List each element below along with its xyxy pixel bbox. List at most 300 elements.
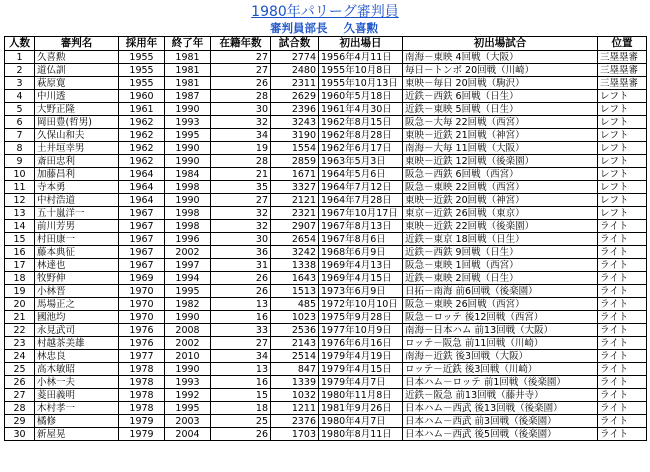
cell-end-year: 1984 <box>165 168 211 181</box>
cell-end-year: 1981 <box>165 64 211 77</box>
cell-debut-game: 東映－近鉄 21回戦（神宮） <box>403 129 598 142</box>
cell-hired-year: 1960 <box>119 90 165 103</box>
cell-years-served: 18 <box>211 402 271 415</box>
cell-debut-date: 1976年6月16日 <box>319 337 403 350</box>
cell-debut-date: 1955年10月13日 <box>319 77 403 90</box>
cell-position: ライト <box>598 415 647 428</box>
cell-debut-game: ロッテ－近鉄 後3回戦（川崎） <box>403 363 598 376</box>
cell-position: レフト <box>598 168 647 181</box>
cell-games: 1211 <box>271 402 319 415</box>
cell-years-served: 26 <box>211 272 271 285</box>
col-header-end-year: 終了年 <box>165 37 211 51</box>
cell-debut-date: 1981年9月26日 <box>319 402 403 415</box>
cell-position: ライト <box>598 337 647 350</box>
cell-umpire-name: 村越茶美雄 <box>35 337 119 350</box>
cell-years-served: 28 <box>211 90 271 103</box>
table-row <box>5 363 647 376</box>
cell-count: 16 <box>5 246 35 259</box>
cell-hired-year: 1964 <box>119 194 165 207</box>
cell-count: 21 <box>5 311 35 324</box>
cell-hired-year: 1979 <box>119 428 165 441</box>
cell-debut-date: 1967年10月17日 <box>319 207 403 220</box>
cell-count: 26 <box>5 376 35 389</box>
cell-hired-year: 1967 <box>119 220 165 233</box>
cell-end-year: 1995 <box>165 129 211 142</box>
cell-umpire-name: 前川芳男 <box>35 220 119 233</box>
cell-hired-year: 1979 <box>119 415 165 428</box>
cell-position: ライト <box>598 285 647 298</box>
cell-count: 4 <box>5 90 35 103</box>
cell-hired-year: 1978 <box>119 389 165 402</box>
cell-end-year: 1993 <box>165 116 211 129</box>
cell-umpire-name: 斎田忠利 <box>35 155 119 168</box>
cell-hired-year: 1978 <box>119 402 165 415</box>
cell-count: 24 <box>5 350 35 363</box>
cell-debut-game: 東映－近鉄 20回戦（神宮） <box>403 194 598 207</box>
cell-count: 17 <box>5 259 35 272</box>
cell-years-served: 19 <box>211 142 271 155</box>
cell-umpire-name: 國池均 <box>35 311 119 324</box>
cell-end-year: 1990 <box>165 311 211 324</box>
cell-debut-date: 1975年9月28日 <box>319 311 403 324</box>
cell-count: 1 <box>5 51 35 64</box>
cell-games: 1513 <box>271 285 319 298</box>
cell-end-year: 1990 <box>165 155 211 168</box>
table-row <box>5 220 647 233</box>
cell-count: 28 <box>5 402 35 415</box>
cell-debut-game: 南海－大毎 11回戦（大阪） <box>403 142 598 155</box>
cell-position: レフト <box>598 155 647 168</box>
cell-debut-game: 阪急－東映 1回戦（西宮） <box>403 259 598 272</box>
cell-debut-date: 1979年4月19日 <box>319 350 403 363</box>
table-row <box>5 155 647 168</box>
cell-end-year: 1990 <box>165 194 211 207</box>
cell-debut-date: 1979年4月15日 <box>319 363 403 376</box>
table-row <box>5 168 647 181</box>
cell-count: 6 <box>5 116 35 129</box>
cell-games: 1671 <box>271 168 319 181</box>
cell-years-served: 21 <box>211 168 271 181</box>
cell-debut-game: 阪急－東映 22回戦（西宮） <box>403 181 598 194</box>
cell-games: 3327 <box>271 181 319 194</box>
cell-umpire-name: 高木敏昭 <box>35 363 119 376</box>
cell-debut-game: 日本ハム－西武 前3回戦（後楽園） <box>403 415 598 428</box>
table-row <box>5 103 647 116</box>
cell-games: 2629 <box>271 90 319 103</box>
subtitle <box>270 21 378 35</box>
cell-count: 15 <box>5 233 35 246</box>
cell-umpire-name: 菱田義明 <box>35 389 119 402</box>
cell-count: 29 <box>5 415 35 428</box>
cell-debut-date: 1968年6月9日 <box>319 246 403 259</box>
cell-games: 2396 <box>271 103 319 116</box>
cell-debut-game: 近鉄－東映 5回戦（日生） <box>403 103 598 116</box>
cell-games: 1643 <box>271 272 319 285</box>
cell-umpire-name: 五十嵐洋一 <box>35 207 119 220</box>
cell-debut-game: 南海－日本ハム 前13回戦（大阪） <box>403 324 598 337</box>
cell-years-served: 26 <box>211 428 271 441</box>
cell-games: 1339 <box>271 376 319 389</box>
cell-hired-year: 1955 <box>119 51 165 64</box>
cell-years-served: 16 <box>211 376 271 389</box>
cell-position: ライト <box>598 402 647 415</box>
cell-years-served: 35 <box>211 181 271 194</box>
cell-debut-date: 1961年4月30日 <box>319 103 403 116</box>
cell-umpire-name: 新屋晃 <box>35 428 119 441</box>
cell-umpire-name: 加藤昌利 <box>35 168 119 181</box>
cell-years-served: 28 <box>211 155 271 168</box>
cell-end-year: 1995 <box>165 402 211 415</box>
cell-count: 12 <box>5 194 35 207</box>
cell-debut-date: 1967年8月13日 <box>319 220 403 233</box>
cell-debut-game: 日拓－南海 前6回戦（後楽園） <box>403 285 598 298</box>
cell-years-served: 26 <box>211 285 271 298</box>
cell-debut-game: 阪急－ロッテ 後12回戦（西宮） <box>403 311 598 324</box>
cell-games: 2514 <box>271 350 319 363</box>
cell-end-year: 1992 <box>165 389 211 402</box>
cell-debut-game: 日本ハム－ロッテ 前1回戦（後楽園） <box>403 376 598 389</box>
table-row <box>5 90 647 103</box>
cell-hired-year: 1976 <box>119 337 165 350</box>
cell-debut-date: 1972年10月10日 <box>319 298 403 311</box>
cell-years-served: 27 <box>211 64 271 77</box>
table-row <box>5 350 647 363</box>
table-row <box>5 116 647 129</box>
cell-debut-game: 近鉄－東京 18回戦（日生） <box>403 233 598 246</box>
cell-count: 20 <box>5 298 35 311</box>
cell-umpire-name: 寺本勇 <box>35 181 119 194</box>
cell-years-served: 13 <box>211 298 271 311</box>
cell-debut-game: 毎日－トンボ 20回戦（川崎） <box>403 64 598 77</box>
cell-position: ライト <box>598 311 647 324</box>
cell-count: 7 <box>5 129 35 142</box>
table-row <box>5 298 647 311</box>
cell-years-served: 15 <box>211 389 271 402</box>
cell-games: 2311 <box>271 77 319 90</box>
table-row <box>5 272 647 285</box>
cell-umpire-name: 永見武司 <box>35 324 119 337</box>
table-row <box>5 129 647 142</box>
cell-games: 3242 <box>271 246 319 259</box>
table-row <box>5 51 647 64</box>
cell-count: 13 <box>5 207 35 220</box>
cell-end-year: 1997 <box>165 259 211 272</box>
cell-games: 485 <box>271 298 319 311</box>
cell-games: 2774 <box>271 51 319 64</box>
cell-games: 2654 <box>271 233 319 246</box>
cell-years-served: 27 <box>211 337 271 350</box>
cell-hired-year: 1962 <box>119 155 165 168</box>
cell-years-served: 34 <box>211 350 271 363</box>
col-header-debut-date: 初出場日 <box>319 37 403 51</box>
cell-position: レフト <box>598 142 647 155</box>
cell-umpire-name: 村田康一 <box>35 233 119 246</box>
cell-debut-game: 東映－近鉄 12回戦（後楽園） <box>403 155 598 168</box>
cell-count: 9 <box>5 155 35 168</box>
table-row <box>5 259 647 272</box>
cell-debut-game: 近鉄－西鉄 6回戦（日生） <box>403 90 598 103</box>
cell-debut-date: 1964年7月28日 <box>319 194 403 207</box>
cell-position: ライト <box>598 376 647 389</box>
col-header-games: 試合数 <box>271 37 319 51</box>
cell-position: ライト <box>598 428 647 441</box>
cell-position: ライト <box>598 389 647 402</box>
cell-debut-game: 近鉄－阪急 前13回戦（藤井寺） <box>403 389 598 402</box>
cell-debut-game: 日本ハム－西武 後5回戦（後楽園） <box>403 428 598 441</box>
cell-debut-game: 阪急－大毎 22回戦（西宮） <box>403 116 598 129</box>
cell-debut-date: 1964年7月12日 <box>319 181 403 194</box>
cell-debut-game: 近鉄－東映 2回戦（日生） <box>403 272 598 285</box>
cell-end-year: 1987 <box>165 90 211 103</box>
cell-hired-year: 1970 <box>119 298 165 311</box>
cell-count: 14 <box>5 220 35 233</box>
cell-end-year: 1990 <box>165 103 211 116</box>
cell-years-served: 30 <box>211 103 271 116</box>
cell-umpire-name: 小林一夫 <box>35 376 119 389</box>
cell-debut-date: 1980年8月11日 <box>319 428 403 441</box>
cell-end-year: 2010 <box>165 350 211 363</box>
table-row <box>5 142 647 155</box>
header-row <box>5 37 647 51</box>
cell-umpire-name: 久保山和夫 <box>35 129 119 142</box>
cell-position: 三塁塁審 <box>598 51 647 64</box>
table-row <box>5 233 647 246</box>
cell-end-year: 2002 <box>165 337 211 350</box>
cell-hired-year: 1967 <box>119 259 165 272</box>
cell-years-served: 32 <box>211 220 271 233</box>
cell-debut-date: 1962年6月17日 <box>319 142 403 155</box>
cell-position: ライト <box>598 246 647 259</box>
cell-position: レフト <box>598 103 647 116</box>
table-row <box>5 181 647 194</box>
table-row <box>5 77 647 90</box>
table-row <box>5 194 647 207</box>
cell-debut-game: 東京－近鉄 26回戦（東京） <box>403 207 598 220</box>
cell-position: ライト <box>598 350 647 363</box>
cell-debut-date: 1980年4月7日 <box>319 415 403 428</box>
cell-debut-date: 1962年8月28日 <box>319 129 403 142</box>
cell-end-year: 1994 <box>165 272 211 285</box>
cell-count: 8 <box>5 142 35 155</box>
cell-position: 三塁塁審 <box>598 64 647 77</box>
cell-umpire-name: 萩原寛 <box>35 77 119 90</box>
cell-umpire-name: 中川透 <box>35 90 119 103</box>
cell-years-served: 27 <box>211 51 271 64</box>
cell-position: ライト <box>598 363 647 376</box>
cell-position: レフト <box>598 116 647 129</box>
cell-umpire-name: 岡田豊(哲男) <box>35 116 119 129</box>
col-header-umpire-name: 審判名 <box>35 37 119 51</box>
cell-position: レフト <box>598 194 647 207</box>
cell-count: 30 <box>5 428 35 441</box>
cell-umpire-name: 橘修 <box>35 415 119 428</box>
cell-position: ライト <box>598 220 647 233</box>
cell-games: 2321 <box>271 207 319 220</box>
cell-count: 5 <box>5 103 35 116</box>
cell-position: レフト <box>598 181 647 194</box>
cell-end-year: 2003 <box>165 415 211 428</box>
cell-umpire-name: 馬場正之 <box>35 298 119 311</box>
cell-years-served: 31 <box>211 259 271 272</box>
cell-years-served: 16 <box>211 311 271 324</box>
cell-umpire-name: 小林晋 <box>35 285 119 298</box>
cell-debut-game: 東映－近鉄 22回戦（後楽園） <box>403 220 598 233</box>
cell-games: 1338 <box>271 259 319 272</box>
cell-position: 三塁塁審 <box>598 77 647 90</box>
cell-end-year: 1998 <box>165 220 211 233</box>
cell-years-served: 26 <box>211 77 271 90</box>
cell-count: 23 <box>5 337 35 350</box>
cell-games: 2480 <box>271 64 319 77</box>
cell-end-year: 1995 <box>165 285 211 298</box>
cell-hired-year: 1970 <box>119 285 165 298</box>
cell-debut-game: 近鉄－西鉄 9回戦（日生） <box>403 246 598 259</box>
cell-games: 1554 <box>271 142 319 155</box>
cell-hired-year: 1977 <box>119 350 165 363</box>
cell-games: 1703 <box>271 428 319 441</box>
cell-hired-year: 1955 <box>119 64 165 77</box>
cell-end-year: 1981 <box>165 51 211 64</box>
cell-years-served: 36 <box>211 246 271 259</box>
col-header-debut-game: 初出場試合 <box>403 37 598 51</box>
cell-debut-date: 1962年8月15日 <box>319 116 403 129</box>
cell-end-year: 1996 <box>165 233 211 246</box>
cell-count: 11 <box>5 181 35 194</box>
cell-hired-year: 1961 <box>119 103 165 116</box>
cell-debut-game: 阪急－西鉄 6回戦（西宮） <box>403 168 598 181</box>
cell-debut-date: 1977年10月9日 <box>319 324 403 337</box>
cell-debut-date: 1963年5月3日 <box>319 155 403 168</box>
cell-hired-year: 1967 <box>119 246 165 259</box>
cell-games: 2907 <box>271 220 319 233</box>
cell-debut-date: 1969年4月13日 <box>319 259 403 272</box>
cell-years-served: 33 <box>211 324 271 337</box>
chief-umpire-name: 久喜勲 <box>343 21 378 35</box>
cell-debut-game: 東映－毎日 20回戦（駒沢） <box>403 77 598 90</box>
cell-count: 27 <box>5 389 35 402</box>
cell-umpire-name: 木村孝一 <box>35 402 119 415</box>
cell-end-year: 1981 <box>165 77 211 90</box>
table-row <box>5 64 647 77</box>
table-row <box>5 389 647 402</box>
col-header-hired-year: 採用年 <box>119 37 165 51</box>
table-row <box>5 246 647 259</box>
table-row <box>5 311 647 324</box>
umpire-table <box>4 36 647 441</box>
cell-hired-year: 1978 <box>119 363 165 376</box>
cell-games: 1032 <box>271 389 319 402</box>
cell-games: 1023 <box>271 311 319 324</box>
col-header-position: 位置 <box>598 37 647 51</box>
col-header-count: 人数 <box>5 37 35 51</box>
cell-umpire-name: 林達也 <box>35 259 119 272</box>
cell-years-served: 25 <box>211 415 271 428</box>
table-row <box>5 207 647 220</box>
cell-games: 3190 <box>271 129 319 142</box>
cell-count: 2 <box>5 64 35 77</box>
table-row <box>5 415 647 428</box>
col-header-years-served: 在籍年数 <box>211 37 271 51</box>
cell-games: 2121 <box>271 194 319 207</box>
cell-count: 22 <box>5 324 35 337</box>
cell-umpire-name: 中村浩道 <box>35 194 119 207</box>
cell-debut-date: 1979年4月7日 <box>319 376 403 389</box>
page-title: 1980年パリーグ審判員 <box>251 4 399 20</box>
cell-debut-date: 1980年11月8日 <box>319 389 403 402</box>
cell-end-year: 2008 <box>165 324 211 337</box>
cell-end-year: 2002 <box>165 246 211 259</box>
cell-hired-year: 1964 <box>119 168 165 181</box>
cell-position: レフト <box>598 129 647 142</box>
cell-end-year: 2004 <box>165 428 211 441</box>
cell-years-served: 32 <box>211 207 271 220</box>
cell-hired-year: 1976 <box>119 324 165 337</box>
cell-umpire-name: 牧野伸 <box>35 272 119 285</box>
cell-hired-year: 1969 <box>119 272 165 285</box>
cell-hired-year: 1962 <box>119 142 165 155</box>
cell-debut-game: 南海－近鉄 後3回戦（大阪） <box>403 350 598 363</box>
cell-debut-date: 1969年4月15日 <box>319 272 403 285</box>
cell-umpire-name: 藤本典征 <box>35 246 119 259</box>
cell-years-served: 32 <box>211 116 271 129</box>
cell-count: 18 <box>5 272 35 285</box>
cell-debut-date: 1956年4月11日 <box>319 51 403 64</box>
cell-games: 2859 <box>271 155 319 168</box>
cell-umpire-name: 久喜勲 <box>35 51 119 64</box>
chief-umpire-label: 審判員部長 <box>270 21 328 35</box>
cell-end-year: 1998 <box>165 207 211 220</box>
cell-end-year: 1990 <box>165 142 211 155</box>
cell-end-year: 1993 <box>165 376 211 389</box>
cell-debut-game: 日本ハム－西武 後13回戦（後楽園） <box>403 402 598 415</box>
cell-position: ライト <box>598 233 647 246</box>
table-row <box>5 337 647 350</box>
cell-debut-game: 南海－東映 4回戦（大阪） <box>403 51 598 64</box>
cell-years-served: 30 <box>211 233 271 246</box>
table-row <box>5 402 647 415</box>
cell-position: ライト <box>598 259 647 272</box>
cell-debut-date: 1967年8月6日 <box>319 233 403 246</box>
cell-count: 25 <box>5 363 35 376</box>
table-row <box>5 428 647 441</box>
cell-hired-year: 1970 <box>119 311 165 324</box>
cell-hired-year: 1962 <box>119 116 165 129</box>
cell-games: 2536 <box>271 324 319 337</box>
cell-debut-date: 1955年10月8日 <box>319 64 403 77</box>
cell-umpire-name: 道仏訓 <box>35 64 119 77</box>
cell-hired-year: 1967 <box>119 207 165 220</box>
cell-games: 2376 <box>271 415 319 428</box>
cell-years-served: 27 <box>211 194 271 207</box>
cell-years-served: 34 <box>211 129 271 142</box>
table-row <box>5 285 647 298</box>
cell-hired-year: 1967 <box>119 233 165 246</box>
cell-games: 3243 <box>271 116 319 129</box>
cell-hired-year: 1962 <box>119 129 165 142</box>
cell-debut-date: 1964年5月6日 <box>319 168 403 181</box>
cell-end-year: 1998 <box>165 181 211 194</box>
cell-position: ライト <box>598 272 647 285</box>
cell-games: 847 <box>271 363 319 376</box>
table-row <box>5 324 647 337</box>
table-row <box>5 376 647 389</box>
cell-hired-year: 1964 <box>119 181 165 194</box>
cell-position: レフト <box>598 207 647 220</box>
cell-count: 10 <box>5 168 35 181</box>
cell-end-year: 1990 <box>165 363 211 376</box>
cell-hired-year: 1955 <box>119 77 165 90</box>
cell-count: 3 <box>5 77 35 90</box>
